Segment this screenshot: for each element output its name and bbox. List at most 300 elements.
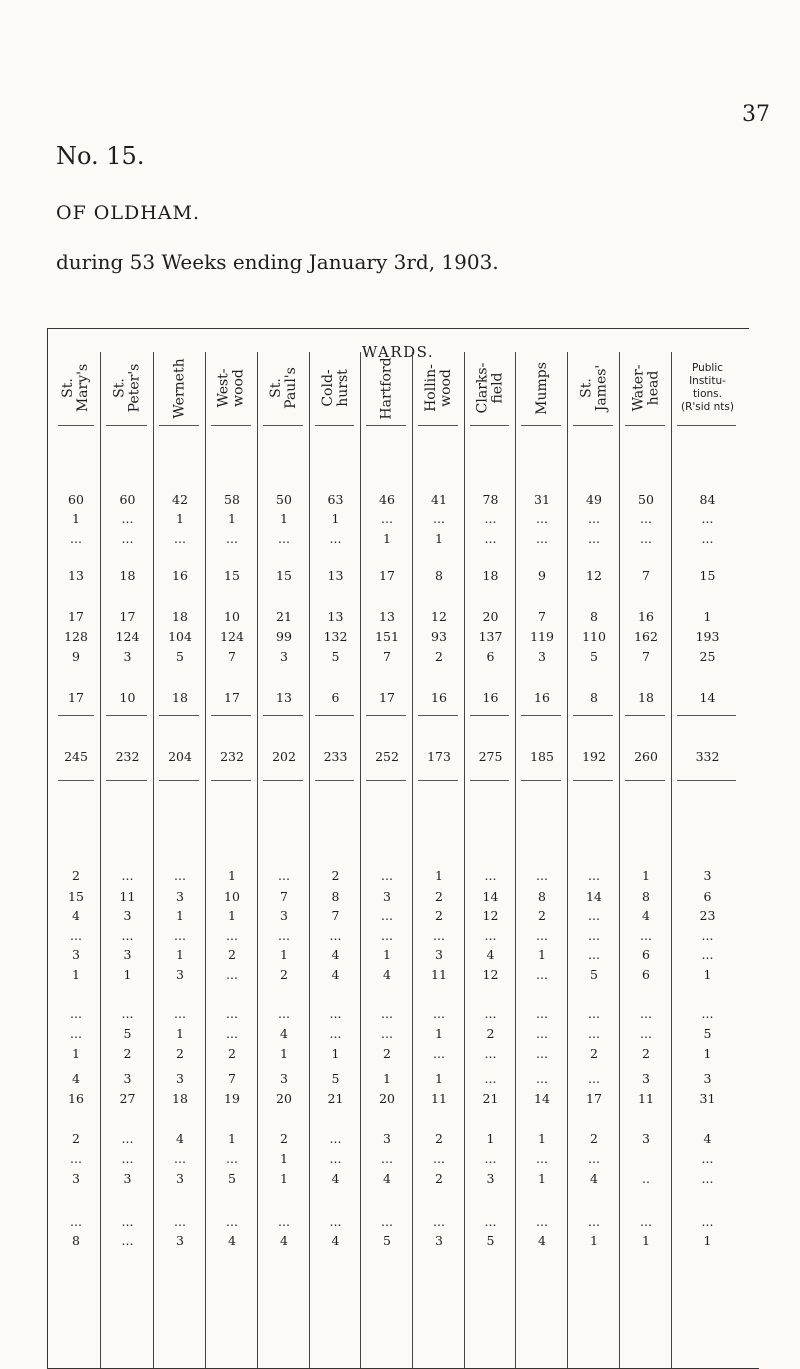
document-number: No. 15. [56,142,145,170]
column-10 [515,352,568,1368]
table-cell: 1 [486,1131,495,1146]
table-cell: 6 [703,889,712,904]
table-cell: 14 [586,889,602,904]
table-cell: ... [433,1046,445,1061]
table-cell: ... [484,511,497,526]
table-cell: 2 [331,868,340,883]
table-cell: 119 [530,629,554,644]
table-cell: ... [588,868,600,883]
table-cell: 4 [228,1233,236,1248]
table-cell: 1 [703,967,712,982]
table-cell: .. [642,1171,650,1186]
table-cell: 4 [486,947,495,962]
table-cell: 2 [383,1046,391,1061]
table-cell: ... [174,868,186,883]
table-cell: 5 [228,1171,236,1186]
table-cell: 4 [72,908,80,923]
totals-bottom-rule [521,780,561,781]
table-cell: ... [329,1131,342,1146]
table-cell: 7 [538,609,546,624]
totals-top-rule [211,715,251,716]
table-cell: ... [433,1214,445,1229]
table-cell: 2 [280,1131,288,1146]
table-cell: 1 [435,1071,443,1086]
table-cell: 9 [538,568,546,583]
header-rule [677,425,736,426]
table-cell: ... [121,1006,134,1021]
table-cell: 1 [280,1151,288,1166]
table-cell: 2 [123,1046,132,1061]
table-cell: 5 [123,1026,132,1041]
table-cell: 12 [482,967,499,982]
table-cell: ... [588,1006,600,1021]
table-cell: ... [121,531,134,546]
total-cell: 233 [323,749,348,764]
table-cell: ... [121,511,134,526]
table-cell: 11 [431,967,447,982]
table-cell: 14 [534,1091,550,1106]
table-cell: ... [701,531,714,546]
column-header [258,352,310,424]
column-header-label: West- wood [215,368,247,408]
table-cell: 12 [586,568,602,583]
table-cell: 162 [634,629,658,644]
table-cell: ... [329,1214,342,1229]
table-cell: ... [278,531,290,546]
table-cell: 193 [695,629,720,644]
totals-top-rule [58,715,94,716]
table-cell: 1 [590,1233,598,1248]
table-cell: 3 [72,947,80,962]
table-cell: 21 [276,609,292,624]
table-cell: 16 [482,690,499,705]
table-cell: 2 [435,1171,443,1186]
table-cell: 4 [72,1071,80,1086]
table-cell: ... [121,1151,134,1166]
column-header-label: St. Mary's [60,363,92,413]
table-cell: 18 [482,568,499,583]
table-cell: ... [588,531,600,546]
table-cell: ... [433,1006,445,1021]
table-cell: 1 [435,1026,443,1041]
table-cell: ... [701,1006,714,1021]
table-cell: ... [640,1026,652,1041]
header-rule [159,425,199,426]
table-cell: ... [226,1006,238,1021]
table-cell: 1 [280,1046,288,1061]
table-cell: 1 [176,908,184,923]
column-header-label: Public Institu- tions. (R'sid nts) [680,362,734,413]
table-cell: ... [536,868,548,883]
column-header-label: Water- head [629,364,661,412]
table-cell: 4 [176,1131,184,1146]
table-cell: 104 [168,629,192,644]
table-cell: 1 [435,868,443,883]
table-cell: ... [329,1151,342,1166]
table-cell: ... [588,1214,600,1229]
table-cell: 4 [642,908,650,923]
totals-top-rule [106,715,147,716]
totals-bottom-rule [677,780,736,781]
table-cell: ... [640,511,652,526]
table-cell: 84 [699,492,716,507]
table-cell: 3 [176,967,184,982]
column-3 [153,352,206,1368]
column-header [516,352,568,424]
table-cell: 15 [68,889,84,904]
column-header-label: Clarks- field [474,362,506,414]
totals-bottom-rule [625,780,665,781]
table-frame-left [47,328,48,1369]
totals-top-rule [625,715,665,716]
table-cell: ... [536,1071,548,1086]
table-cell: 5 [590,967,598,982]
table-cell: 63 [327,492,344,507]
table-cell: ... [329,928,342,943]
table-cell: 18 [172,690,188,705]
table-cell: 2 [72,868,80,883]
table-cell: 1 [72,1046,80,1061]
table-cell: 3 [703,1071,712,1086]
table-cell: 3 [176,1233,184,1248]
table-cell: 17 [379,690,395,705]
table-cell: 3 [123,947,132,962]
table-cell: 1 [72,967,80,982]
table-cell: 49 [586,492,602,507]
table-cell: 5 [331,1071,340,1086]
header-rule [418,425,458,426]
table-cell: 2 [538,908,546,923]
header-rule [573,425,613,426]
totals-bottom-rule [58,780,94,781]
table-cell: 8 [590,609,598,624]
table-cell: 5 [383,1233,391,1248]
table-cell: 7 [280,889,288,904]
table-frame-top [47,328,749,329]
table-cell: ... [381,908,393,923]
table-cell: 2 [435,649,443,664]
totals-bottom-rule [470,780,509,781]
table-cell: 4 [280,1026,288,1041]
table-cell: 3 [642,1131,650,1146]
table-cell: ... [433,511,445,526]
table-cell: ... [701,1214,714,1229]
table-cell: 3 [383,1131,391,1146]
table-cell: 17 [379,568,395,583]
table-cell: 11 [431,1091,447,1106]
table-cell: ... [484,531,497,546]
table-cell: 8 [72,1233,80,1248]
table-cell: ... [536,531,548,546]
table-cell: 137 [478,629,503,644]
column-header-label: Hollin- wood [422,364,454,412]
table-cell: ... [121,1131,134,1146]
table-cell: ... [174,928,186,943]
table-cell: 7 [228,649,236,664]
table-cell: 3 [538,649,546,664]
table-cell: ... [381,868,393,883]
table-cell: 15 [276,568,292,583]
table-cell: 93 [431,629,447,644]
table-cell: 17 [68,690,84,705]
table-cell: 2 [72,1131,80,1146]
totals-bottom-rule [263,780,303,781]
table-cell: 12 [431,609,447,624]
table-cell: 3 [123,649,132,664]
column-header-label: Hartford [378,356,395,420]
table-cell: 8 [590,690,598,705]
totals-bottom-rule [573,780,613,781]
table-cell: 46 [379,492,395,507]
table-cell: ... [484,1046,497,1061]
table-cell: 13 [379,609,395,624]
table-cell: 1 [280,1171,288,1186]
table-cell: ... [70,531,82,546]
table-cell: ... [588,1071,600,1086]
table-cell: 3 [703,868,712,883]
table-cell: 18 [638,690,654,705]
table-cell: 4 [331,947,340,962]
table-cell: 3 [435,1233,443,1248]
table-cell: ... [278,868,290,883]
table-cell: 60 [119,492,136,507]
table-cell: ... [701,511,714,526]
document-subtitle: OF OLDHAM. [56,202,201,224]
table-cell: 19 [224,1091,240,1106]
table-cell: 3 [280,1071,288,1086]
table-cell: 3 [123,1071,132,1086]
table-cell: 3 [280,649,288,664]
table-cell: 9 [72,649,80,664]
table-cell: 8 [435,568,443,583]
table-cell: ... [640,1214,652,1229]
table-cell: 18 [119,568,136,583]
column-header [620,352,672,424]
table-cell: ... [536,1026,548,1041]
table-cell: 15 [699,568,716,583]
table-cell: 5 [176,649,184,664]
table-cell: ... [70,1026,82,1041]
table-cell: 1 [642,1233,650,1248]
totals-bottom-rule [315,780,354,781]
table-cell: 13 [327,568,344,583]
table-cell: 2 [642,1046,650,1061]
totals-bottom-rule [211,780,251,781]
table-cell: ... [484,1214,497,1229]
column-header [568,352,620,424]
reporting-period: during 53 Weeks ending January 3rd, 1903. [56,250,499,274]
table-cell: 1 [383,1071,391,1086]
table-cell: ... [701,928,714,943]
column-header-label: St. Paul's [267,367,299,409]
totals-top-rule [366,715,406,716]
table-cell: ... [381,928,393,943]
table-cell: 16 [638,609,654,624]
column-header [465,352,516,424]
table-cell: ... [484,928,497,943]
table-cell: 4 [383,967,391,982]
header-rule [211,425,251,426]
table-cell: ... [381,1214,393,1229]
table-cell: 2 [590,1131,598,1146]
table-cell: 3 [176,889,184,904]
table-cell: 11 [638,1091,654,1106]
table-cell: ... [433,928,445,943]
table-cell: 5 [331,649,340,664]
table-cell: 1 [280,511,288,526]
table-cell: 1 [383,531,391,546]
table-cell: 50 [276,492,292,507]
column-header [413,352,465,424]
table-cell: 132 [323,629,348,644]
table-cell: 50 [638,492,654,507]
table-cell: 16 [431,690,447,705]
table-cell: 14 [482,889,499,904]
table-cell: 7 [642,649,650,664]
column-5 [257,352,310,1368]
table-cell: ... [640,928,652,943]
table-cell: 1 [538,947,546,962]
total-cell: 260 [634,749,658,764]
table-cell: 27 [119,1091,136,1106]
column-header-label: St. Peter's [111,363,143,413]
table-cell: 20 [379,1091,395,1106]
table-cell: 2 [435,908,443,923]
table-cell: ... [588,908,600,923]
table-cell: 2 [176,1046,184,1061]
table-cell: 3 [383,889,391,904]
total-cell: 275 [478,749,503,764]
table-cell: 2 [228,947,236,962]
table-cell: 3 [123,908,132,923]
column-header-label: Mumps [533,361,550,415]
table-cell: ... [536,1214,548,1229]
column-header [154,352,206,424]
page-number: 37 [742,102,770,127]
column-header [310,352,361,424]
table-cell: 5 [703,1026,712,1041]
table-cell: 2 [228,1046,236,1061]
table-cell: 41 [431,492,447,507]
totals-top-rule [159,715,199,716]
table-cell: ... [433,1151,445,1166]
table-cell: ... [226,928,238,943]
table-cell: 21 [327,1091,344,1106]
column-header [672,352,743,424]
table-cell: 7 [228,1071,236,1086]
table-cell: 3 [435,947,443,962]
table-cell: 5 [486,1233,495,1248]
wards-heading: WARDS. [361,343,435,361]
column-12 [619,352,672,1368]
table-cell: 21 [482,1091,499,1106]
total-cell: 173 [427,749,451,764]
total-cell: 232 [220,749,244,764]
total-cell: 252 [375,749,399,764]
header-rule [263,425,303,426]
table-cell: 1 [176,947,184,962]
table-cell: ... [329,1026,342,1041]
table-cell: 18 [172,1091,188,1106]
table-cell: ... [278,1214,290,1229]
table-cell: 17 [224,690,240,705]
total-cell: 245 [64,749,88,764]
table-cell: ... [278,928,290,943]
table-cell: 16 [172,568,188,583]
table-cell: 1 [703,1046,712,1061]
header-rule [58,425,94,426]
table-cell: ... [588,947,600,962]
total-cell: 232 [115,749,140,764]
table-cell: ... [329,1006,342,1021]
table-cell: ... [381,1006,393,1021]
table-cell: ... [588,1151,600,1166]
total-cell: 192 [582,749,606,764]
table-cell: 2 [280,967,288,982]
table-cell: ... [121,1233,134,1248]
table-cell: 17 [586,1091,602,1106]
table-cell: 7 [383,649,391,664]
table-cell: 1 [280,947,288,962]
table-cell: 17 [119,609,136,624]
table-cell: 58 [224,492,240,507]
table-cell: 16 [68,1091,84,1106]
table-cell: 16 [534,690,550,705]
table-cell: 3 [486,1171,495,1186]
table-cell: 4 [331,1171,340,1186]
column-header [206,352,258,424]
table-cell: ... [70,1151,82,1166]
table-cell: 18 [172,609,188,624]
table-cell: 13 [327,609,344,624]
table-cell: 3 [176,1171,184,1186]
table-cell: ... [381,1151,393,1166]
table-cell: ... [381,511,393,526]
table-cell: 10 [224,609,240,624]
column-header-label: Werneth [171,357,188,419]
totals-top-rule [315,715,354,716]
column-header [101,352,154,424]
table-cell: 14 [699,690,716,705]
header-rule [521,425,561,426]
table-cell: ... [536,1006,548,1021]
table-cell: ... [121,1214,134,1229]
table-cell: 4 [280,1233,288,1248]
table-cell: 1 [331,511,340,526]
totals-bottom-rule [106,780,147,781]
header-rule [106,425,147,426]
table-cell: 10 [224,889,240,904]
table-cell: ... [226,531,238,546]
table-cell: ... [174,1214,186,1229]
column-header [52,352,100,424]
column-header-label: St. James' [578,364,609,412]
table-cell: ... [174,1151,186,1166]
table-cell: ... [484,868,497,883]
table-cell: ... [588,511,600,526]
table-cell: ... [121,928,134,943]
table-cell: 12 [482,908,499,923]
total-cell: 204 [168,749,192,764]
totals-bottom-rule [418,780,458,781]
table-cell: 1 [176,1026,184,1041]
column-1 [52,352,100,1368]
table-cell: ... [329,531,342,546]
table-cell: 2 [590,1046,598,1061]
table-cell: 1 [228,868,236,883]
table-cell: 3 [72,1171,80,1186]
totals-top-rule [470,715,509,716]
